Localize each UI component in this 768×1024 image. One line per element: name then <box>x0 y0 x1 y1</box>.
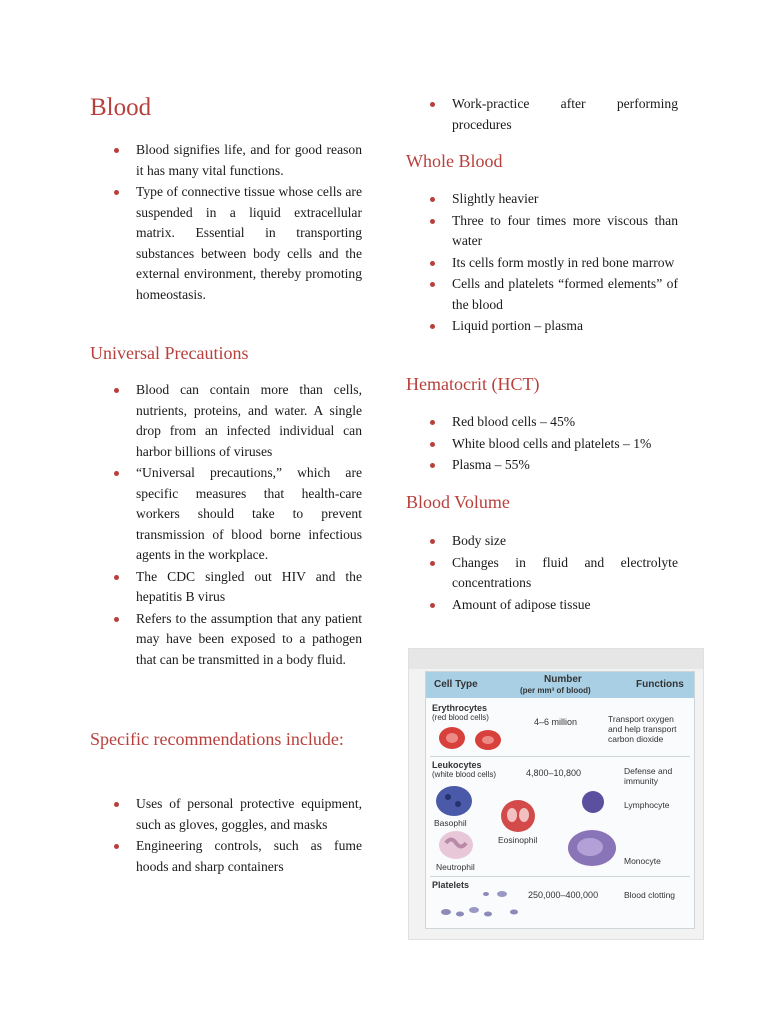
erythrocytes-sub: (red blood cells) <box>432 713 489 722</box>
list-item: Plasma – 55% <box>406 455 678 476</box>
neutrophil-icon <box>436 828 476 862</box>
list-item: Work-practice after performing procedures <box>406 94 678 135</box>
row-divider <box>430 876 690 877</box>
list-item: Blood can contain more than cells, nutrients, proteins, and water. A single drop from an infected individual can harbor billions of viruses <box>90 380 362 462</box>
blood-cell-table <box>425 671 695 929</box>
basophil-label: Basophil <box>434 818 467 828</box>
leukocytes-function-2: immunity <box>624 776 659 786</box>
red-blood-cell-center <box>482 736 494 744</box>
red-blood-cell-center <box>446 733 458 743</box>
neutrophil-label: Neutrophil <box>436 862 475 872</box>
list-item: Engineering controls, such as fume hoods and sharp containers <box>90 836 362 877</box>
erythrocytes-function-3: carbon dioxide <box>608 734 664 744</box>
list-item: White blood cells and platelets – 1% <box>406 434 678 455</box>
erythrocytes-label: Erythrocytes <box>432 703 488 713</box>
table-header <box>426 672 694 698</box>
blood-volume-list <box>406 531 678 616</box>
list-item: Red blood cells – 45% <box>406 412 678 433</box>
header-number-sub: (per mm³ of blood) <box>520 686 591 695</box>
figure-toolbar <box>409 649 703 669</box>
platelets-number: 250,000–400,000 <box>528 890 599 900</box>
list-item: Slightly heavier <box>406 189 678 210</box>
erythrocytes-function-2: and help transport <box>608 724 677 734</box>
continued-list <box>406 94 678 136</box>
blood-intro-list <box>90 140 362 306</box>
specific-recommendations-list <box>90 794 362 878</box>
lymphocyte-icon <box>580 790 606 814</box>
list-item: The CDC singled out HIV and the hepatitis B virus <box>90 567 362 608</box>
list-item: “Universal precautions,” which are specific measures that health-care workers should take to prevent transmission of blood borne infectious agents in the workplace. <box>90 463 362 566</box>
eosinophil-label: Eosinophil <box>498 835 538 845</box>
erythrocytes-function-1: Transport oxygen <box>608 714 674 724</box>
list-item: Its cells form mostly in red bone marrow <box>406 253 678 274</box>
title-blood: Blood <box>90 94 152 121</box>
lymphocyte-label: Lymphocyte <box>624 800 670 810</box>
list-item: Changes in fluid and electrolyte concentrations <box>406 553 678 594</box>
header-functions: Functions <box>636 679 684 690</box>
list-item: Liquid portion – plasma <box>406 316 678 337</box>
header-cell-type: Cell Type <box>434 679 478 690</box>
list-item: Uses of personal protective equipment, such as gloves, goggles, and masks <box>90 794 362 835</box>
basophil-icon <box>434 784 474 818</box>
eosinophil-icon <box>498 798 538 834</box>
list-item: Amount of adipose tissue <box>406 595 678 616</box>
list-item: Type of connective tissue whose cells are suspended in a liquid extracellular matrix. Essential in transporting substances between body cells and the external environment, thereby promoting homeostasis. <box>90 182 362 305</box>
list-item: Cells and platelets “formed elements” of the blood <box>406 274 678 315</box>
list-item: Three to four times more viscous than water <box>406 211 678 252</box>
row-divider <box>430 756 690 757</box>
leukocytes-function-1: Defense and <box>624 766 673 776</box>
leukocytes-sub: (white blood cells) <box>432 770 497 779</box>
list-item: Refers to the assumption that any patient may have been exposed to a pathogen that can be transmitted in a body fluid. <box>90 609 362 671</box>
leukocytes-number: 4,800–10,800 <box>526 768 582 778</box>
heading-hematocrit: Hematocrit (HCT) <box>406 374 540 394</box>
header-number: Number <box>544 674 582 685</box>
list-item: Blood signifies life, and for good reason it has many vital functions. <box>90 140 362 181</box>
platelets-label: Platelets <box>432 880 470 890</box>
heading-specific-recommendations: Specific recommendations include: <box>90 729 344 749</box>
monocyte-label: Monocyte <box>624 856 661 866</box>
list-item: Body size <box>406 531 678 552</box>
platelets-function: Blood clotting <box>624 890 676 900</box>
red-blood-cells-illustration <box>436 724 516 754</box>
heading-whole-blood: Whole Blood <box>406 151 503 171</box>
blood-cell-types-figure <box>408 648 704 940</box>
heading-universal-precautions: Universal Precautions <box>90 343 249 363</box>
whole-blood-list <box>406 189 678 338</box>
platelets-illustration <box>436 886 526 920</box>
universal-precautions-list <box>90 380 362 671</box>
erythrocytes-number: 4–6 million <box>534 717 578 727</box>
monocyte-icon <box>566 828 618 868</box>
leukocytes-label: Leukocytes <box>432 760 482 770</box>
hematocrit-list <box>406 412 678 477</box>
heading-blood-volume: Blood Volume <box>406 492 510 512</box>
